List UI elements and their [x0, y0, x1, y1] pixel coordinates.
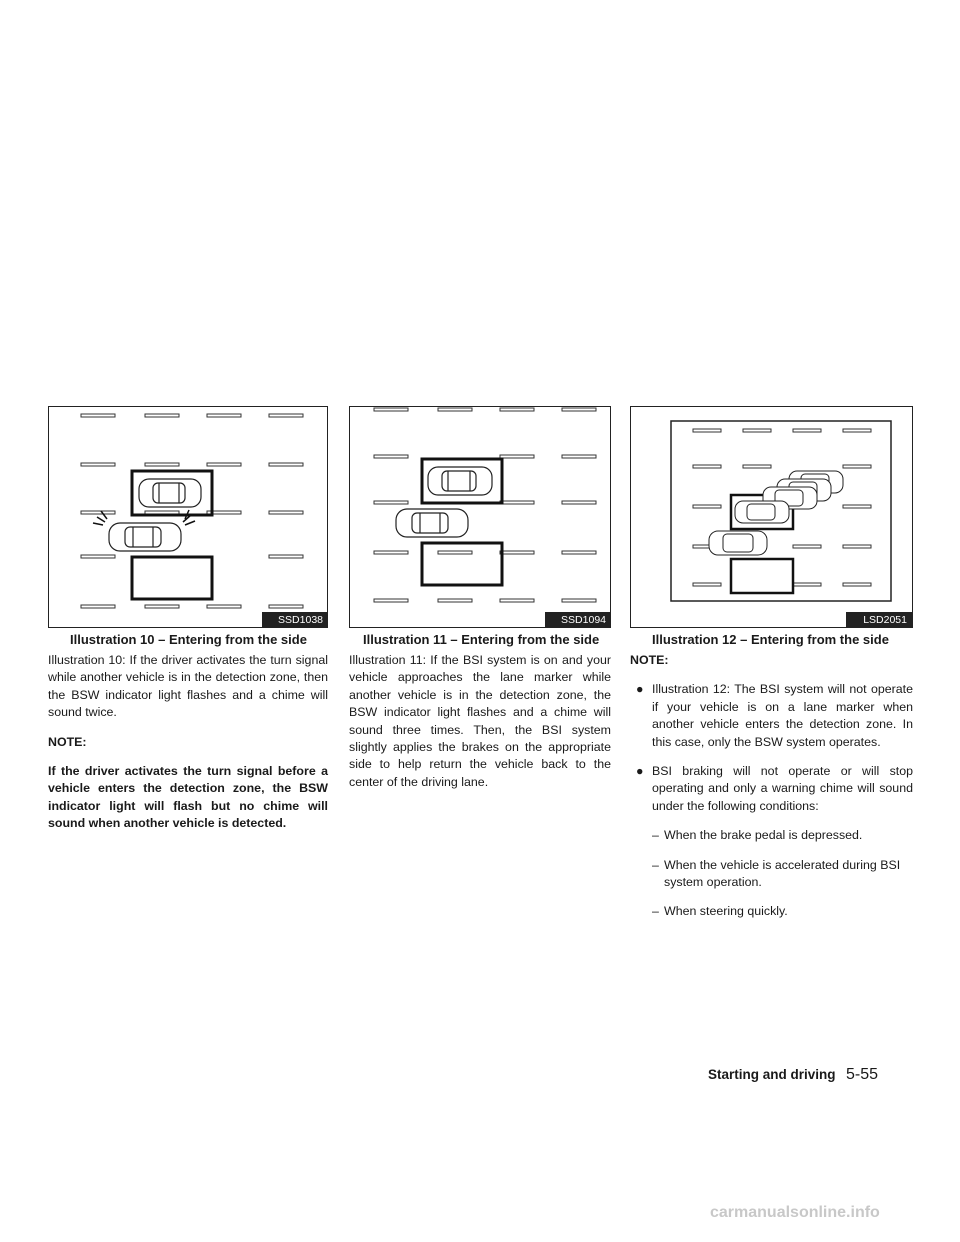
- illustration-11-drawing: [350, 407, 612, 629]
- bullet-icon: ●: [636, 682, 644, 697]
- car-lower: [396, 509, 468, 537]
- figure-caption: Illustration 11 – Entering from the side: [363, 632, 600, 647]
- column-3: [630, 652, 913, 933]
- bullet-text: BSI braking will not operate or will stop operating and only a warning chime will sound under the following conditions:: [652, 764, 913, 813]
- paragraph: Illustration 10: If the driver activates the turn signal while another vehicle is in the detection zone, then the BSW indicator light flashes and a chime will sound twice.: [48, 653, 328, 720]
- note-heading: NOTE:: [48, 734, 87, 749]
- illustration-12-drawing: [631, 407, 914, 629]
- illustration-11-figure: [349, 406, 611, 628]
- watermark: carmanualsonline.info: [710, 1204, 880, 1221]
- list-item: [630, 681, 913, 751]
- paragraph: Illustration 11: If the BSI system is on and your vehicle approaches the lane marker while another vehicle is in the detection zone, the BSW indicator light flashes and a chime will sound three times. Then, the BSI system slightly applies the brakes on the appropriate side to help return the vehicle back to the center of the driving lane.: [349, 653, 611, 789]
- note-heading: NOTE:: [630, 653, 669, 667]
- sub-list-item: [630, 857, 913, 892]
- car-upper: [139, 479, 201, 507]
- figure-code: LSD2051: [846, 612, 912, 628]
- column-1: [48, 652, 328, 845]
- figure-code: SSD1094: [545, 612, 611, 628]
- figure-code: SSD1038: [262, 612, 328, 628]
- detection-zone-lower: [422, 543, 502, 585]
- page-number: 5-55: [845, 1066, 878, 1083]
- detection-zone-lower: [132, 557, 212, 599]
- sub-item-text: When the vehicle is accelerated during BSI system operation.: [664, 857, 901, 890]
- figure-caption: Illustration 10 – Entering from the side: [70, 632, 307, 647]
- sub-list-item: [630, 903, 913, 920]
- lane-markers: [81, 414, 303, 608]
- sub-list-item: [630, 827, 913, 844]
- sub-item-text: When steering quickly.: [664, 904, 788, 919]
- page-footer: [708, 1066, 910, 1090]
- car-upper: [428, 467, 492, 495]
- detection-zone-lower: [731, 559, 793, 593]
- illustration-10-drawing: [49, 407, 329, 629]
- column-2: [349, 652, 611, 803]
- illustration-10-figure: [48, 406, 328, 628]
- car-sequence: [709, 471, 843, 555]
- car-lower: [109, 523, 181, 551]
- bullet-icon: ●: [636, 764, 644, 779]
- note-text: If the driver activates the turn signal before a vehicle enters the detection zone, the BSW indicator light will flash but no chime will sound when another vehicle is detected.: [48, 764, 328, 831]
- section-title: Starting and driving: [708, 1067, 836, 1082]
- dash-icon: –: [652, 857, 659, 872]
- sub-item-text: When the brake pedal is depressed.: [664, 828, 863, 843]
- list-item: [630, 763, 913, 815]
- dash-icon: –: [652, 904, 659, 919]
- bullet-text: Illustration 12: The BSI system will not operate if your vehicle is on a lane marker when another vehicle enters the detection zone. In this case, only the BSW system operates.: [652, 682, 913, 749]
- dash-icon: –: [652, 828, 659, 843]
- illustration-12-figure: [630, 406, 913, 628]
- figure-caption: Illustration 12 – Entering from the side: [652, 632, 889, 647]
